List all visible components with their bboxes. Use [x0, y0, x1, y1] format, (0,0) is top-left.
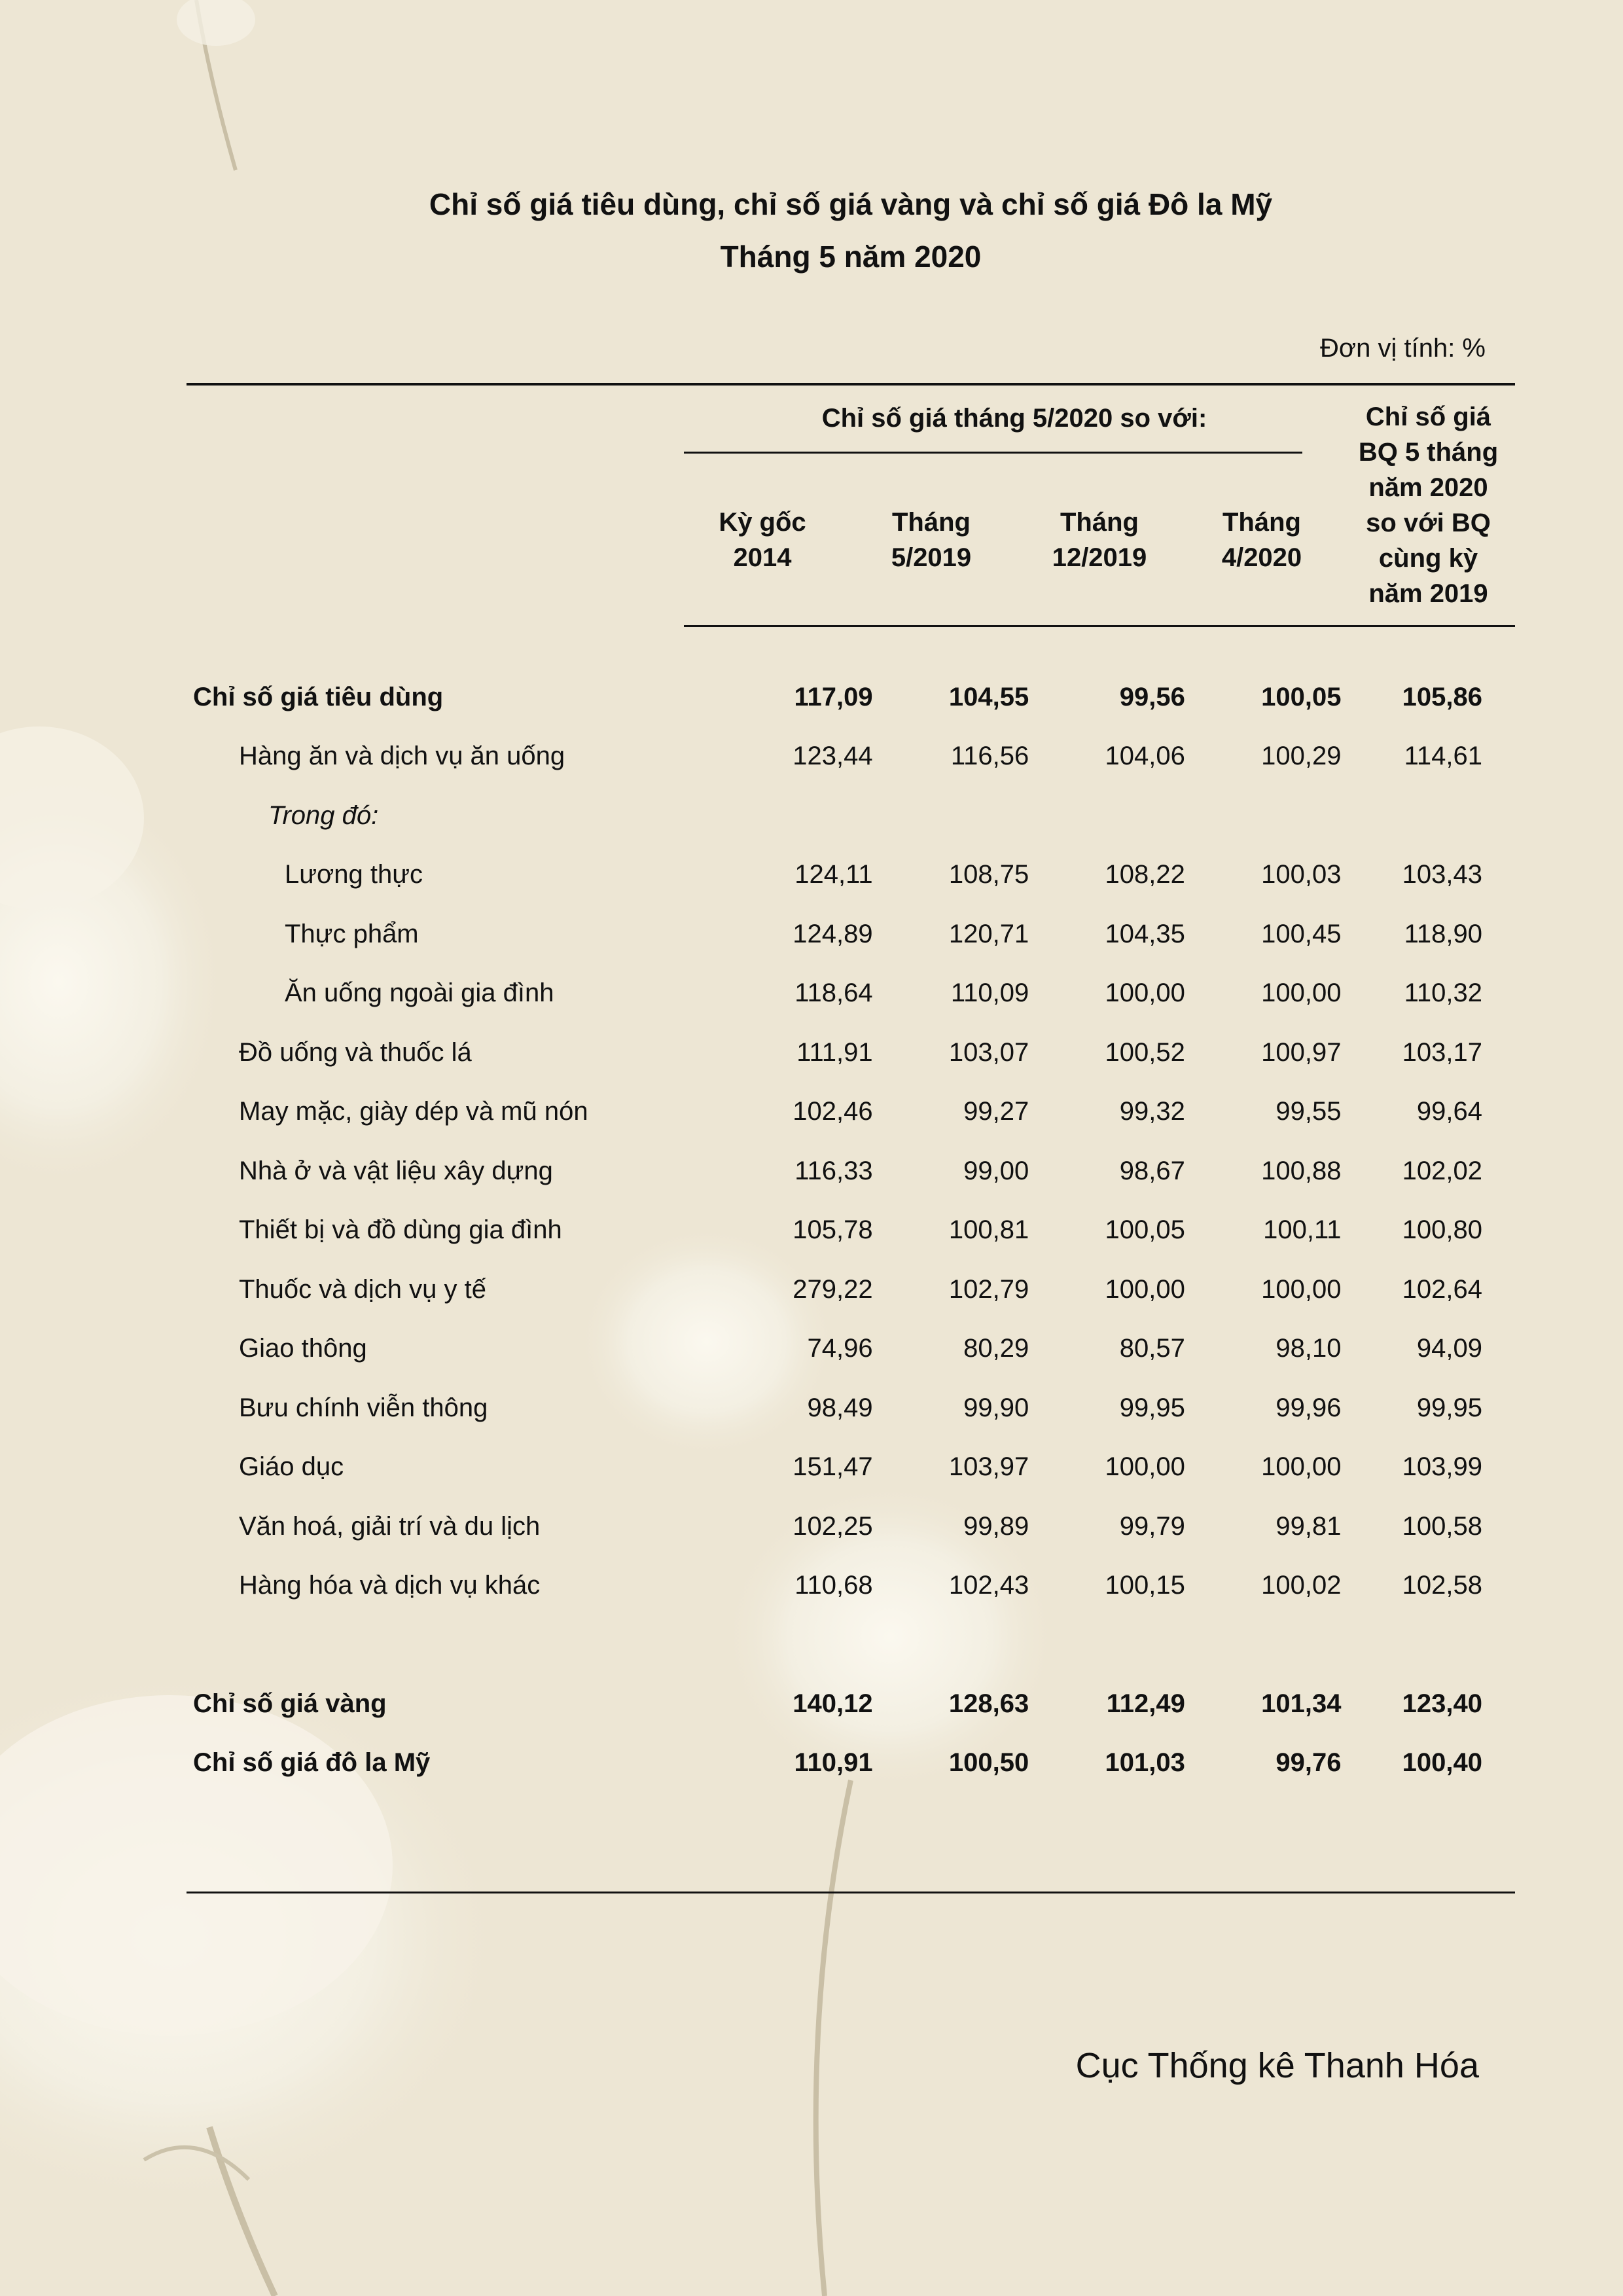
report-title: Chỉ số giá tiêu dùng, chỉ số giá vàng và chỉ số giá Đô la Mỹ	[429, 187, 1273, 221]
cell: 100,00	[1261, 1274, 1342, 1304]
table-row	[187, 964, 1482, 1024]
report-subtitle: Tháng 5 năm 2020	[720, 240, 982, 274]
col-header-may-2019: Tháng 5/2019	[891, 508, 972, 572]
cell: 110,68	[794, 1571, 873, 1600]
cell: 100,02	[1261, 1571, 1342, 1600]
cell: 99,79	[1119, 1511, 1185, 1541]
table-top-rule	[187, 383, 1515, 386]
cell: 100,80	[1402, 1215, 1482, 1245]
cell: 104,06	[1105, 742, 1185, 771]
cell: 124,89	[793, 919, 873, 948]
cell: 100,00	[1105, 1452, 1185, 1482]
cell: 102,79	[948, 1274, 1029, 1304]
cell: 100,00	[1261, 1452, 1342, 1482]
group-header: Chỉ số giá tháng 5/2020 so với:	[821, 404, 1207, 433]
cell: 120,71	[948, 919, 1029, 948]
cell: 100,00	[1105, 978, 1185, 1008]
cell: 100,03	[1261, 860, 1342, 889]
row-label: Chỉ số giá vàng	[193, 1689, 387, 1718]
cell: 99,32	[1119, 1097, 1185, 1126]
cell: 118,90	[1404, 919, 1482, 948]
col-header-base-2014: Kỳ gốc 2014	[719, 508, 806, 572]
row-label: Hàng ăn và dịch vụ ăn uống	[239, 742, 565, 771]
table-row	[187, 1023, 1482, 1083]
cell: 118,64	[794, 978, 873, 1008]
cell: 128,63	[948, 1689, 1029, 1718]
cell: 98,67	[1119, 1156, 1185, 1185]
cell: 110,09	[950, 978, 1029, 1008]
table-row	[187, 727, 1482, 787]
table-row	[187, 1201, 1482, 1261]
row-label: Đồ uống và thuốc lá	[239, 1037, 472, 1067]
cell: 99,96	[1275, 1393, 1342, 1422]
table-row	[187, 1497, 1482, 1556]
row-label: Giáo dục	[239, 1452, 344, 1482]
table-row	[187, 1083, 1482, 1142]
cell: 103,07	[948, 1037, 1029, 1067]
cell: 100,00	[1105, 1274, 1185, 1304]
row-label: Trong đó:	[268, 800, 379, 830]
row-label: Thực phẩm	[285, 919, 419, 948]
cell: 140,12	[793, 1689, 873, 1718]
row-label: Thuốc và dịch vụ y tế	[239, 1274, 486, 1304]
table-row	[187, 1556, 1482, 1616]
cell: 102,02	[1402, 1156, 1482, 1185]
cell: 108,75	[948, 860, 1029, 889]
cell: 99,95	[1119, 1393, 1185, 1422]
cell: 103,17	[1402, 1037, 1482, 1067]
cell: 98,49	[807, 1393, 873, 1422]
price-index-table	[187, 668, 1482, 1793]
cell: 99,64	[1416, 1097, 1482, 1126]
cell: 99,90	[963, 1393, 1029, 1422]
cell: 100,05	[1105, 1215, 1185, 1245]
cell: 103,99	[1402, 1452, 1482, 1482]
table-row	[187, 668, 1482, 727]
cell: 99,95	[1416, 1393, 1482, 1422]
cell: 116,33	[794, 1156, 873, 1185]
header-bottom-rule	[684, 625, 1515, 627]
row-label: Hàng hóa và dịch vụ khác	[239, 1571, 541, 1600]
cell: 100,05	[1261, 682, 1342, 711]
col-header-dec-2019: Tháng 12/2019	[1052, 508, 1147, 572]
cell: 102,64	[1402, 1274, 1482, 1304]
cell: 100,15	[1105, 1571, 1185, 1600]
cell: 105,86	[1402, 682, 1482, 711]
cell: 100,52	[1105, 1037, 1185, 1067]
cell: 100,40	[1402, 1748, 1482, 1778]
table-row	[187, 1319, 1482, 1379]
row-label: Bưu chính viễn thông	[239, 1393, 488, 1422]
cell: 100,11	[1263, 1215, 1342, 1245]
cell: 124,11	[794, 860, 873, 889]
cell: 123,40	[1402, 1689, 1482, 1718]
table-row	[187, 1378, 1482, 1438]
cell: 99,00	[963, 1156, 1029, 1185]
cell: 101,34	[1261, 1689, 1342, 1718]
cell: 105,78	[793, 1215, 873, 1245]
cell: 74,96	[807, 1334, 873, 1363]
publisher-footer: Cục Thống kê Thanh Hóa	[1075, 2046, 1479, 2085]
cell: 102,25	[793, 1511, 873, 1541]
cell: 103,43	[1402, 860, 1482, 889]
table-row	[187, 905, 1482, 964]
row-label: Văn hoá, giải trí và du lịch	[239, 1511, 541, 1541]
cell: 114,61	[1404, 742, 1482, 771]
col-header-apr-2020: Tháng 4/2020	[1221, 508, 1302, 572]
cell: 117,09	[794, 682, 873, 711]
cell: 102,43	[948, 1571, 1029, 1600]
cell: 80,57	[1119, 1334, 1185, 1363]
row-label: Ăn uống ngoài gia đình	[285, 978, 554, 1008]
cell: 102,46	[793, 1097, 873, 1126]
table-row	[187, 1438, 1482, 1498]
cell: 99,56	[1119, 682, 1185, 711]
cell: 151,47	[793, 1452, 873, 1482]
cell: 98,10	[1275, 1334, 1342, 1363]
row-label: May mặc, giày dép và mũ nón	[239, 1097, 588, 1126]
table-row	[187, 1141, 1482, 1201]
cell: 123,44	[793, 742, 873, 771]
cell: 111,91	[796, 1037, 873, 1067]
cell: 99,27	[963, 1097, 1029, 1126]
group-header-rule	[684, 452, 1302, 454]
cell: 99,76	[1275, 1748, 1342, 1778]
cell: 100,81	[948, 1215, 1029, 1245]
cell: 99,89	[963, 1511, 1029, 1541]
cell: 116,56	[950, 742, 1029, 771]
row-label: Chỉ số giá đô la Mỹ	[193, 1748, 431, 1778]
cell: 100,97	[1261, 1037, 1342, 1067]
row-label: Lương thực	[285, 860, 423, 889]
col-header-5month-average: Chỉ số giá BQ 5 tháng năm 2020 so với BQ cùng kỳ năm 2019	[1358, 403, 1499, 608]
cell: 94,09	[1416, 1334, 1482, 1363]
row-label: Giao thông	[239, 1334, 367, 1363]
cell: 279,22	[793, 1274, 873, 1304]
cell: 102,58	[1402, 1571, 1482, 1600]
spacer-row	[187, 1615, 1482, 1674]
cell: 100,58	[1402, 1511, 1482, 1541]
cell: 100,00	[1261, 978, 1342, 1008]
cell: 103,97	[948, 1452, 1029, 1482]
cell: 110,32	[1404, 978, 1482, 1008]
cell: 101,03	[1105, 1748, 1185, 1778]
table-bottom-rule	[187, 1892, 1515, 1893]
table-row	[187, 846, 1482, 905]
row-label: Nhà ở và vật liệu xây dựng	[239, 1156, 553, 1185]
cell: 99,81	[1275, 1511, 1342, 1541]
table-row	[187, 786, 1482, 846]
table-row	[187, 1734, 1482, 1793]
table-row	[187, 1260, 1482, 1319]
table-row	[187, 1674, 1482, 1734]
cell: 112,49	[1106, 1689, 1185, 1718]
cell: 104,35	[1105, 919, 1185, 948]
row-label: Chỉ số giá tiêu dùng	[193, 682, 444, 711]
unit-label: Đơn vị tính: %	[1320, 334, 1486, 363]
cell: 99,55	[1275, 1097, 1342, 1126]
cell: 100,29	[1261, 742, 1342, 771]
cell: 80,29	[963, 1334, 1029, 1363]
cell: 100,88	[1261, 1156, 1342, 1185]
cell: 110,91	[794, 1748, 873, 1778]
row-label: Thiết bị và đồ dùng gia đình	[239, 1215, 562, 1245]
cell: 108,22	[1105, 860, 1185, 889]
cell: 104,55	[948, 682, 1029, 711]
cell: 100,45	[1261, 919, 1342, 948]
cell: 100,50	[948, 1748, 1029, 1778]
